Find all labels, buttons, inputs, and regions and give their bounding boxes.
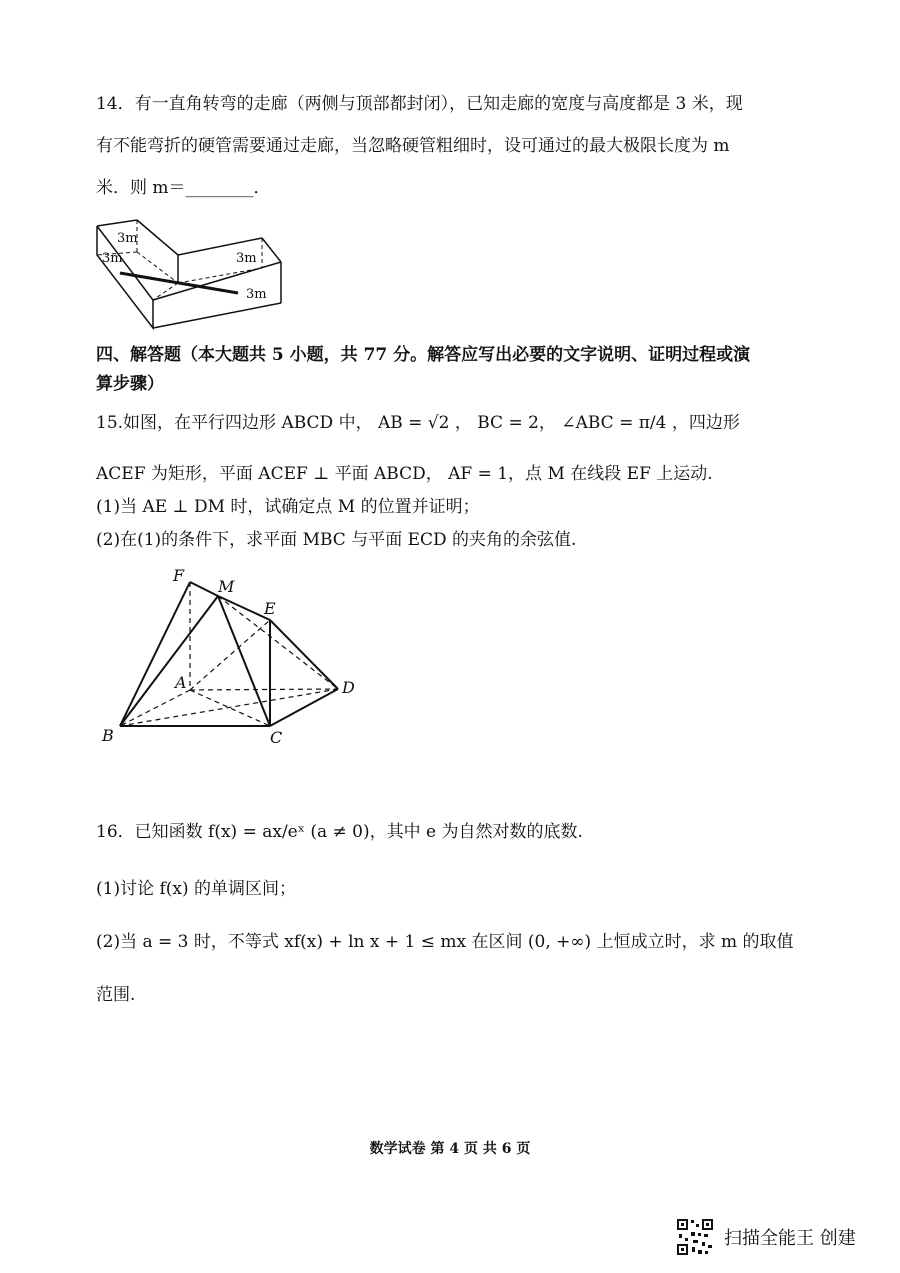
vertex-label-m: M	[218, 577, 235, 596]
vertex-label-f: F	[173, 566, 185, 585]
q16-line-3: (2)当 a = 3 时，不等式 xf(x) + ln x + 1 ≤ mx 在区间 (0, +∞) 上恒成立时，求 m 的取值	[96, 932, 794, 952]
q15-line-2: ACEF 为矩形，平面 ACEF ⊥ 平面 ABCD， AF = 1，点 M 在线段 EF 上运动.	[96, 464, 713, 484]
section-4-heading-line-2: 算步骤）	[96, 374, 164, 394]
corridor-label-1: 3m	[117, 231, 138, 246]
corridor-label-4: 3m	[246, 287, 267, 302]
qr-code-icon	[676, 1218, 714, 1256]
corridor-label-2: 3m	[102, 251, 123, 266]
q14-line-3: 米．则 m＝________．	[96, 178, 271, 198]
corridor-label-3: 3m	[236, 251, 257, 266]
vertex-label-d: D	[342, 678, 355, 697]
scanner-watermark: 扫描全能王 创建	[724, 1228, 856, 1249]
section-4-heading-line-1: 四、解答题（本大题共 5 小题，共 77 分。解答应写出必要的文字说明、证明过程或演	[96, 345, 751, 365]
vertex-label-b: B	[102, 726, 114, 745]
q16-line-2: (1)讨论 f(x) 的单调区间；	[96, 879, 297, 899]
q16-line-1: 16．已知函数 f(x) = ax/eˣ (a ≠ 0)，其中 e 为自然对数的底数.	[96, 822, 583, 842]
q15-line-4: (2)在(1)的条件下，求平面 MBC 与平面 ECD 的夹角的余弦值.	[96, 530, 577, 550]
q14-line-1: 14．有一直角转弯的走廊（两侧与顶部都封闭），已知走廊的宽度与高度都是 3 米，现	[96, 94, 743, 114]
vertex-label-c: C	[270, 728, 283, 747]
q16-line-4: 范围.	[96, 985, 136, 1005]
q15-line-1: 15.如图，在平行四边形 ABCD 中， AB = √2 ， BC = 2， ∠ABC = π/4 ，四边形	[96, 413, 740, 433]
vertex-label-e: E	[264, 599, 276, 618]
vertex-label-a: A	[175, 673, 187, 692]
q14-line-2: 有不能弯折的硬管需要通过走廊，当忽略硬管粗细时，设可通过的最大极限长度为 m	[96, 136, 730, 156]
q15-line-3: (1)当 AE ⊥ DM 时，试确定点 M 的位置并证明；	[96, 497, 480, 517]
page-footer: 数学试卷 第 4 页 共 6 页	[369, 1141, 531, 1157]
